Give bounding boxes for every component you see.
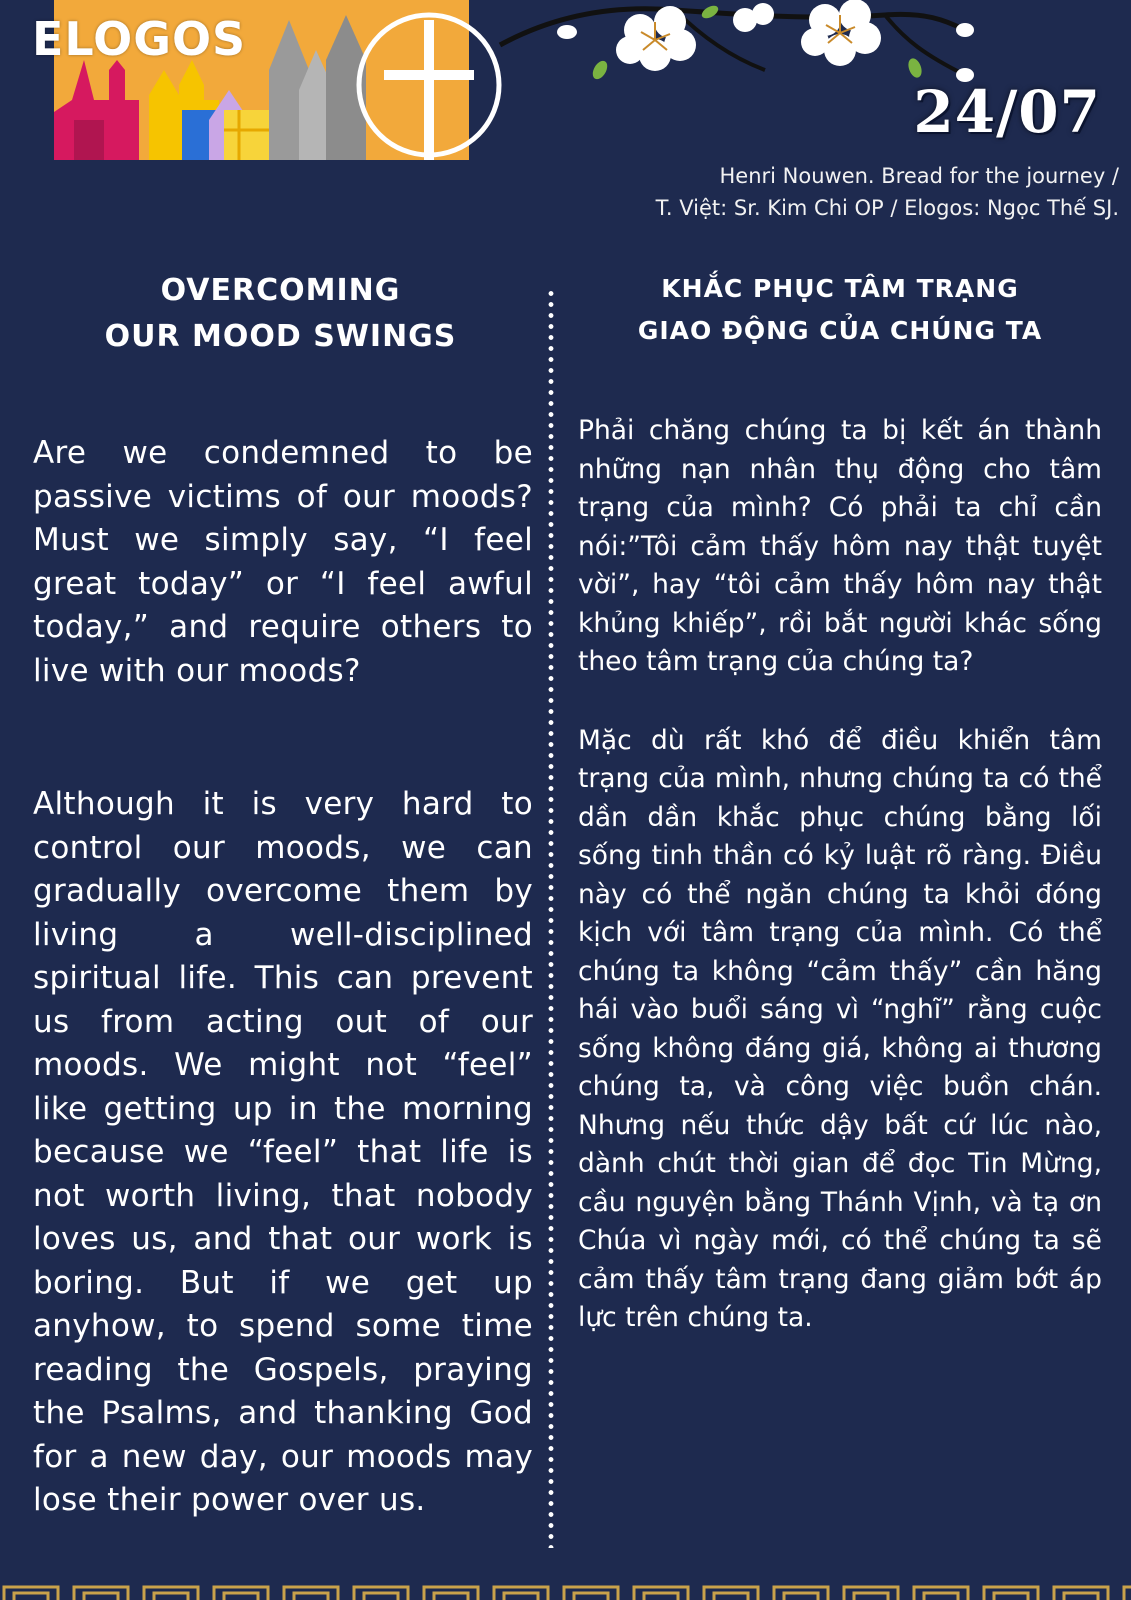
dotted-column-divider	[548, 288, 554, 1548]
logo-text: ELOGOS	[32, 12, 247, 66]
credit	[499, 160, 1119, 224]
vietnamese-title-line-1: KHẮC PHỤC TÂM TRẠNG	[661, 274, 1019, 303]
english-title	[28, 268, 533, 360]
english-column	[33, 268, 533, 1523]
english-paragraph-2: Although it is very hard to control our moods, we can gradually overcome them by living a well-disciplined spiritual life. This can prevent us from acting out of our moods. We might not “feel” like getting up in the morning because we “feel” that life is not worth living, that nobody loves us, and that our work is boring. But if we get up anyhow, to spend some time reading the Gospels, praying the Psalms, and thanking God for a new day, our moods may lose their power over us.	[33, 786, 533, 1518]
credit-line-source: Henri Nouwen. Bread for the journey /	[719, 164, 1119, 188]
vietnamese-paragraph-1: Phải chăng chúng ta bị kết án thành những nạn nhân thụ động cho tâm trạng của mình? Có phải ta chỉ cần nói:”Tôi cảm thấy hôm nay thật tuyệt vời”, hay “tôi cảm thấy hôm nay thật khủng khiếp”, rồi bắt người khác sống theo tâm trạng của chúng ta?	[578, 415, 1102, 677]
elogos-logo	[32, 0, 469, 160]
vietnamese-title	[578, 268, 1102, 352]
credit-line-translators: T. Việt: Sr. Kim Chi OP / Elogos: Ngọc Thế SJ.	[655, 196, 1119, 220]
vietnamese-paragraph-2: Mặc dù rất khó để điều khiển tâm trạng của mình, nhưng chúng ta có thể dần dần khắc phục chúng bằng lối sống tinh thần có kỷ luật rõ ràng. Điều này có thể ngăn chúng ta khỏi đóng kịch với tâm trạng của mình. Có thể chúng ta không “cảm thấy” cần hăng hái vào buổi sáng vì “nghĩ” rằng cuộc sống không đáng giá, không ai thương chúng ta, và công việc buồn chán. Nhưng nếu thức dậy bất cứ lúc nào, dành chút thời gian để đọc Tin Mừng, cầu nguyện bằng Thánh Vịnh, và tạ ơn Chúa vì ngày mới, có thể chúng ta sẽ cảm thấy tâm trạng đang giảm bớt áp lực trên chúng ta.	[578, 724, 1102, 1333]
greek-key-border	[0, 1584, 1131, 1600]
english-paragraph-1: Are we condemned to be passive victims of our moods? Must we simply say, “I feel great today” or “I feel awful today,” and require others to live with our moods?	[33, 435, 533, 689]
date-label: 24/07	[913, 78, 1101, 146]
vietnamese-title-line-2: GIAO ĐỘNG CỦA CHÚNG TA	[637, 316, 1043, 345]
english-title-line-1: OVERCOMING	[160, 273, 401, 308]
english-title-line-2: OUR MOOD SWINGS	[104, 319, 457, 354]
vietnamese-column	[578, 268, 1102, 1338]
